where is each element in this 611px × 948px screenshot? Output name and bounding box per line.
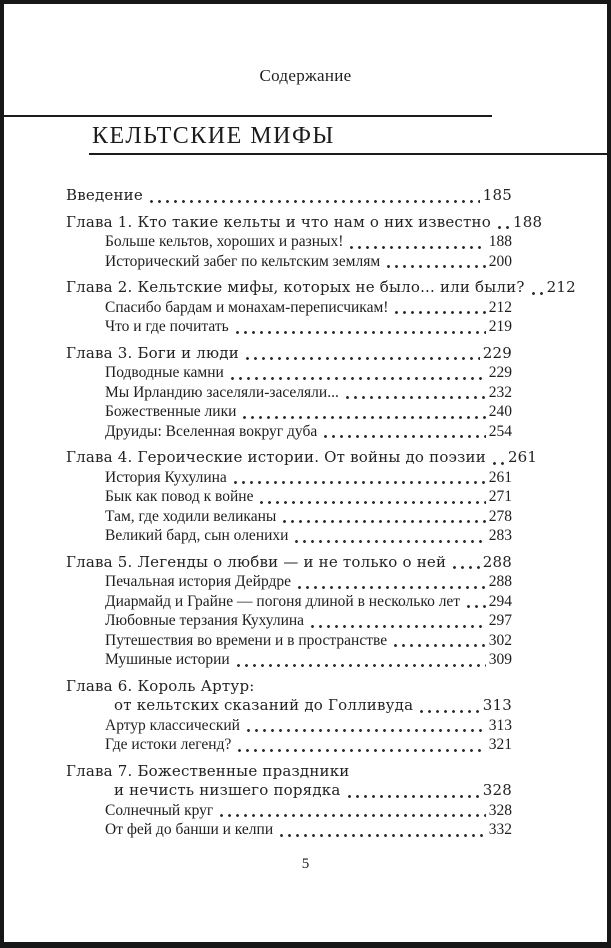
toc-entry-page: 302 [488,631,512,649]
dot-leader [394,644,486,647]
dot-leader [236,331,486,334]
toc-row [66,507,512,527]
dot-leader [453,566,480,569]
running-head: Содержание [259,66,352,85]
toc-entry-label: Там, где ходили великаны [105,507,277,525]
toc-entry-page: 188 [512,212,543,231]
toc-entry-label: Путешествия во времени и в пространстве [105,631,388,649]
dot-leader [260,501,485,504]
toc-row [66,422,512,442]
toc-row [66,383,512,403]
toc-entry-label: Божественные лики [105,403,237,420]
toc-entry-page: 283 [488,527,512,544]
toc-entry-label: Любовные терзания Кухулина [105,612,305,629]
toc-entry-page: 261 [507,448,538,466]
toc-entry-label: от кельтских сказаний до Голливуда [114,696,414,714]
toc-row [66,448,538,468]
toc-row [66,344,512,364]
toc-entry-page: 188 [488,233,512,250]
toc-entry-label: Солнечный круг [105,801,214,819]
dot-leader [295,540,485,543]
toc-list [66,186,576,840]
toc-entry-page: 240 [488,403,512,420]
toc-entry-label: Диармайд и Грайне — погоня длиной в несколько лет [105,592,461,610]
dot-leader [247,729,486,732]
toc-entry-label: Где истоки легенд? [105,736,232,753]
toc-entry-page: 261 [488,468,512,486]
toc-row [66,468,512,488]
toc-entry-label: Друиды: Вселенная вокруг дуба [105,422,318,440]
toc-entry-label: Глава 2. Кельтские мифы, которых не было... или были? [66,278,525,296]
toc-row [66,252,512,272]
toc-entry-page: 297 [488,612,512,629]
toc-row [66,677,512,697]
toc-row [66,631,512,651]
toc-entry-page: 321 [488,736,512,753]
toc-group [66,186,512,206]
toc-row [66,317,512,337]
dot-leader [395,311,485,314]
toc-entry-label: Больше кельтов, хороших и разных! [105,233,344,250]
dot-leader [498,226,510,229]
toc-entry-label: Великий бард, сын оленихи [105,527,289,544]
toc-row [66,716,512,736]
toc-entry-page: 254 [488,422,512,440]
toc-entry-page: 294 [488,592,512,610]
toc-row [66,298,512,318]
dot-leader [246,357,480,360]
dot-leader [387,265,486,268]
toc-entry-page: 271 [488,488,512,505]
dot-leader [150,200,480,203]
toc-entry-page: 278 [488,507,512,525]
toc-entry-label: Подводные камни [105,364,224,381]
toc-entry-page: 232 [488,383,512,401]
header-rule [4,115,492,117]
toc-entry-page: 328 [488,801,512,819]
toc-entry-label: Глава 3. Боги и люди [66,343,239,362]
toc-entry-page: 328 [482,781,512,799]
dot-leader [350,246,485,249]
toc-row [66,553,512,573]
dot-leader [493,462,505,465]
title-rule [89,153,607,155]
toc-entry-page: 229 [482,343,512,362]
dot-leader [532,292,544,295]
toc-row [66,696,512,716]
dot-leader [280,834,486,837]
toc-entry-label: Глава 6. Король Артур: [66,676,255,695]
dot-leader [234,481,486,484]
dot-leader [238,749,485,752]
toc-group [66,344,512,442]
toc-entry-label: Глава 1. Кто такие кельты и что нам о них известно [66,212,491,231]
dot-leader [231,377,486,380]
toc-row [66,278,576,298]
dot-leader [283,520,485,523]
toc-entry-page: 185 [482,186,512,204]
toc-row [66,212,543,233]
toc-row [66,781,512,801]
toc-entry-page: 229 [488,364,512,381]
toc-row [66,650,512,670]
section-title: КЕЛЬТСКИЕ МИФЫ [92,123,335,149]
dot-leader [348,795,480,798]
toc-group [66,212,543,272]
toc-row [66,762,512,782]
toc-group [66,762,512,840]
toc-entry-label: Исторический забег по кельтским землям [105,252,381,270]
toc-row [66,363,512,383]
dot-leader [243,416,485,419]
toc-row [66,820,512,840]
toc-group [66,448,538,546]
toc-row [66,735,512,755]
toc-row [66,487,512,507]
dot-leader [467,605,486,608]
toc-entry-label: Печальная история Дейрдре [105,573,292,590]
toc-entry-label: и нечисть низшего порядка [114,781,341,799]
toc-entry-label: Глава 7. Божественные праздники [66,761,350,780]
toc-entry-label: От фей до банши и келпи [105,821,274,838]
toc-entry-page: 288 [482,552,512,571]
dot-leader [346,396,486,399]
dot-leader [237,664,486,667]
toc-row [66,572,512,592]
dot-leader [311,625,486,628]
toc-entry-label: Артур классический [105,716,240,734]
toc-row [66,611,512,631]
toc-entry-page: 288 [488,573,512,590]
toc-entry-page: 309 [488,651,512,668]
toc-entry-label: Глава 5. Легенды о любви — и не только о ней [66,552,447,571]
toc-row [66,801,512,821]
toc-row [66,592,512,612]
toc-row [66,402,512,422]
toc-entry-label: Бык как повод к войне [105,488,254,505]
toc-entry-page: 313 [488,716,512,734]
toc-group [66,278,576,337]
page-number: 5 [301,856,310,872]
toc-entry-page: 313 [482,696,512,714]
toc-row [66,186,512,206]
dot-leader [420,710,480,713]
dot-leader [220,814,485,817]
toc-row [66,526,512,546]
dot-leader [324,435,486,438]
toc-row [66,232,512,252]
toc-group [66,677,512,755]
toc-entry-label: Глава 4. Героические истории. От войны до поэзии [66,448,486,466]
toc-entry-page: 212 [488,298,512,316]
toc-entry-page: 200 [488,252,512,270]
toc-entry-label: История Кухулина [105,468,227,486]
toc-entry-page: 219 [488,318,512,335]
toc-entry-label: Введение [66,186,143,204]
toc-entry-label: Спасибо бардам и монахам-переписчикам! [105,298,389,316]
toc-entry-label: Мушиные истории [105,651,230,668]
dot-leader [298,586,486,589]
toc-entry-label: Что и где почитать [105,318,229,335]
toc-entry-label: Мы Ирландию заселяли-заселяли... [105,383,339,401]
toc-entry-page: 332 [488,821,512,838]
toc-entry-page: 212 [546,278,576,296]
toc-group [66,553,512,670]
